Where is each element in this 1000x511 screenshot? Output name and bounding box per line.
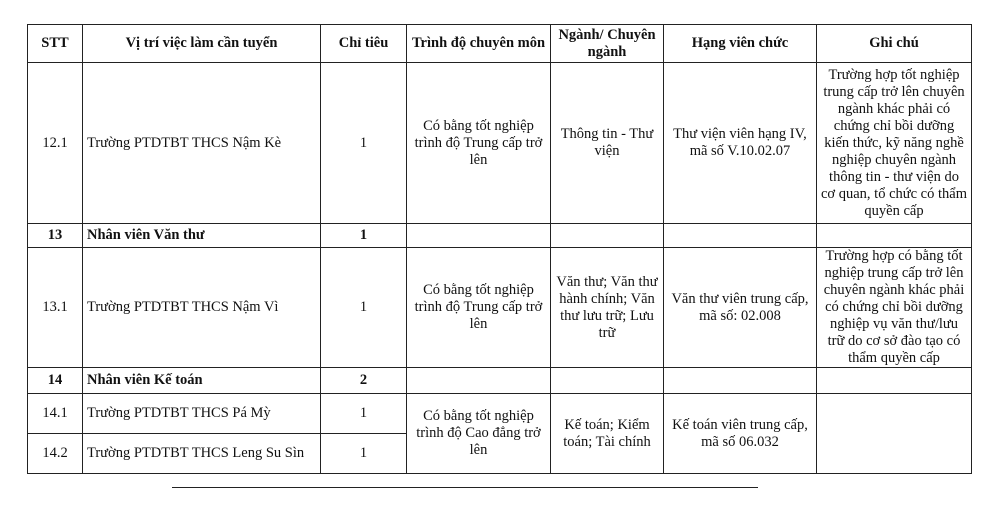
group-stt: 13 bbox=[28, 224, 83, 248]
group-stt: 14 bbox=[28, 368, 83, 394]
row-stt: 14.1 bbox=[28, 394, 83, 434]
header-position: Vị trí việc làm cần tuyển bbox=[83, 25, 321, 63]
row-note bbox=[817, 394, 972, 474]
header-major: Ngành/ Chuyên ngành bbox=[551, 25, 664, 63]
row-quota: 1 bbox=[321, 394, 407, 434]
row-major: Văn thư; Văn thư hành chính; Văn thư lưu trữ; Lưu trữ bbox=[551, 248, 664, 368]
row-qualification: Có bằng tốt nghiệp trình độ Cao đẳng trở lên bbox=[407, 394, 551, 474]
group-row bbox=[28, 224, 972, 248]
row-note: Trường hợp tốt nghiệp trung cấp trở lên chuyên ngành khác phải có chứng chỉ bồi dưỡng kiến thức, kỹ năng nghề nghiệp chuyên ngành thông tin - thư viện do cơ quan, tổ chức có thẩm quyền cấp bbox=[817, 63, 972, 224]
row-quota: 1 bbox=[321, 63, 407, 224]
signature-divider bbox=[172, 487, 758, 488]
row-position: Trường PTDTBT THCS Pá Mỳ bbox=[83, 394, 321, 434]
empty-cell bbox=[407, 368, 551, 394]
group-row bbox=[28, 368, 972, 394]
group-quota: 2 bbox=[321, 368, 407, 394]
empty-cell bbox=[817, 368, 972, 394]
row-qualification: Có bằng tốt nghiệp trình độ Trung cấp trở lên bbox=[407, 63, 551, 224]
row-stt: 13.1 bbox=[28, 248, 83, 368]
row-stt: 14.2 bbox=[28, 434, 83, 474]
table-row bbox=[28, 248, 972, 368]
empty-cell bbox=[817, 224, 972, 248]
row-rank: Kế toán viên trung cấp, mã số 06.032 bbox=[664, 394, 817, 474]
group-position: Nhân viên Kế toán bbox=[83, 368, 321, 394]
row-stt: 12.1 bbox=[28, 63, 83, 224]
header-qualification: Trình độ chuyên môn bbox=[407, 25, 551, 63]
row-major: Kế toán; Kiểm toán; Tài chính bbox=[551, 394, 664, 474]
header-rank: Hạng viên chức bbox=[664, 25, 817, 63]
row-note: Trường hợp có bằng tốt nghiệp trung cấp trở lên chuyên ngành khác phải có chứng chỉ bồi dưỡng nghiệp vụ văn thư/lưu trữ do cơ sở đào tạo có thẩm quyền cấp bbox=[817, 248, 972, 368]
row-quota: 1 bbox=[321, 248, 407, 368]
row-position: Trường PTDTBT THCS Nậm Vì bbox=[83, 248, 321, 368]
empty-cell bbox=[551, 368, 664, 394]
table-row bbox=[28, 63, 972, 224]
row-qualification: Có bằng tốt nghiệp trình độ Trung cấp trở lên bbox=[407, 248, 551, 368]
table-row bbox=[28, 394, 972, 434]
row-major: Thông tin - Thư viện bbox=[551, 63, 664, 224]
row-position: Trường PTDTBT THCS Leng Su Sìn bbox=[83, 434, 321, 474]
empty-cell bbox=[551, 224, 664, 248]
header-row bbox=[28, 25, 972, 63]
header-stt: STT bbox=[28, 25, 83, 63]
empty-cell bbox=[664, 368, 817, 394]
row-quota: 1 bbox=[321, 434, 407, 474]
row-rank: Thư viện viên hạng IV, mã số V.10.02.07 bbox=[664, 63, 817, 224]
empty-cell bbox=[407, 224, 551, 248]
recruitment-table bbox=[27, 24, 972, 474]
header-note: Ghi chú bbox=[817, 25, 972, 63]
row-rank: Văn thư viên trung cấp, mã số: 02.008 bbox=[664, 248, 817, 368]
empty-cell bbox=[664, 224, 817, 248]
row-position: Trường PTDTBT THCS Nậm Kè bbox=[83, 63, 321, 224]
group-position: Nhân viên Văn thư bbox=[83, 224, 321, 248]
group-quota: 1 bbox=[321, 224, 407, 248]
header-quota: Chỉ tiêu bbox=[321, 25, 407, 63]
